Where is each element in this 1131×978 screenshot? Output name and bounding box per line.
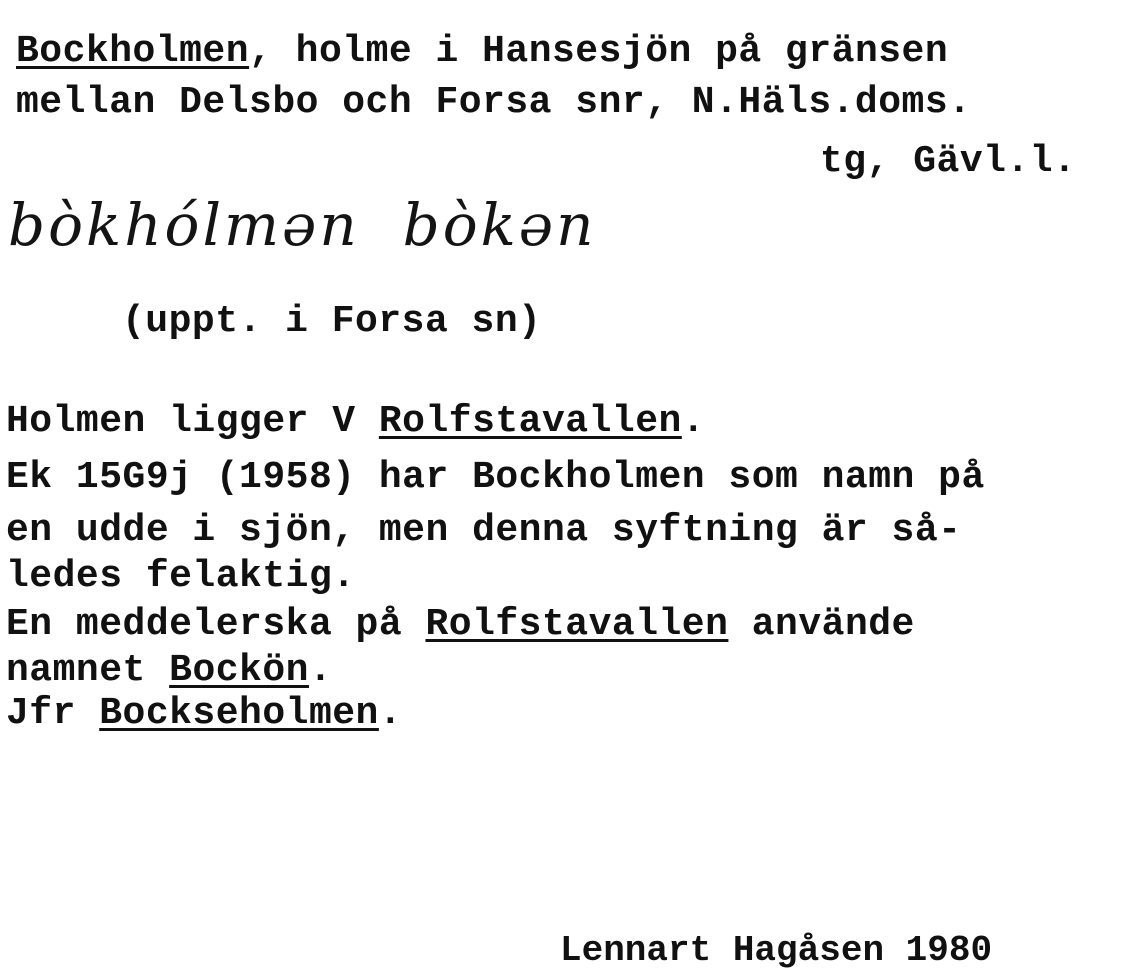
header-line-2: mellan Delsbo och Forsa snr, N.Häls.doms. <box>16 81 972 124</box>
body-line-6-end: . <box>308 649 333 692</box>
header-line-1-rest: , holme i Hansesjön på gränsen <box>249 30 949 73</box>
headword: Bockholmen <box>16 30 250 73</box>
signature: Lennart Hagåsen 1980 <box>560 930 993 971</box>
body-line-5-end: använde <box>728 603 915 646</box>
body-line-6-text: namnet <box>6 649 170 692</box>
place-link-rolfstavallen: Rolfstavallen <box>378 400 682 443</box>
body-line-4: ledes felaktig. <box>6 555 356 598</box>
body-line-7-end: . <box>378 692 403 735</box>
place-link-rolfstavallen-2: Rolfstavallen <box>425 603 729 646</box>
body-line-5-text: En meddelerska på <box>6 603 426 646</box>
header-line-1 <box>16 32 948 72</box>
body-line-3: en udde i sjön, men denna syftning är så- <box>6 509 962 552</box>
body-line-7 <box>6 694 402 734</box>
recorded-in-note: (uppt. i Forsa sn) <box>122 300 542 343</box>
place-link-bockon: Bockön <box>169 649 309 692</box>
body-line-1-text: Holmen ligger V <box>6 400 379 443</box>
body-line-5 <box>6 605 915 645</box>
body-line-1 <box>6 402 705 442</box>
body-line-1-end: . <box>681 400 706 443</box>
header-line-3: tg, Gävl.l. <box>820 140 1077 183</box>
body-line-2: Ek 15G9j (1958) har Bockholmen som namn på <box>6 456 985 499</box>
body-line-7-text: Jfr <box>6 692 100 735</box>
place-link-bockseholmen: Bockseholmen <box>99 692 379 735</box>
pronunciation-handwritten: bòkhólmən bòkən <box>8 191 597 259</box>
body-line-6 <box>6 651 332 691</box>
